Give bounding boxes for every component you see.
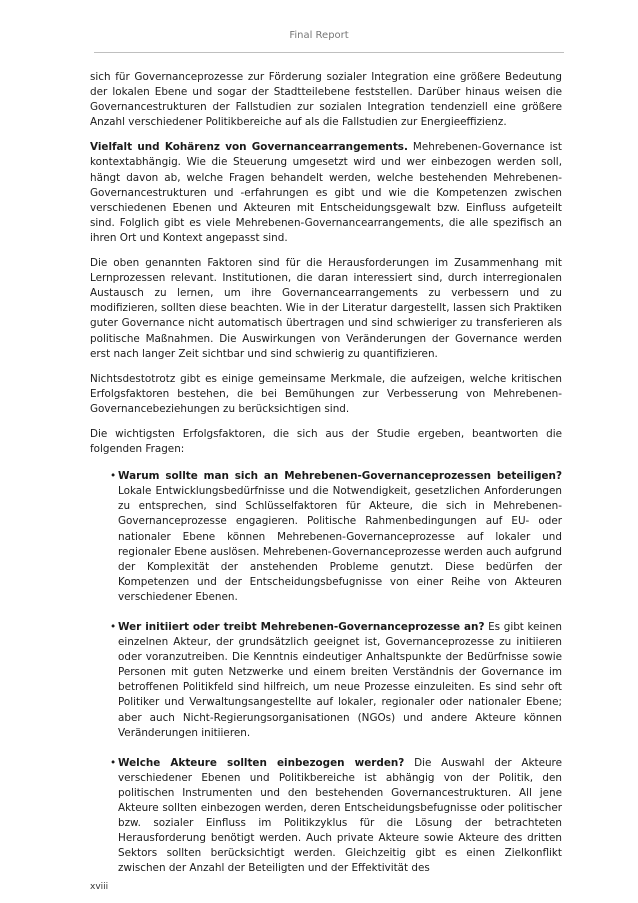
paragraph-text: sich für Governanceprozesse zur Förderung sozialer Integration eine größere Bedeutung der lokalen Ebene und sogar der Stadtteilebene feststellen. Darüber hinaus weisen die Governancestrukturen der Fallstudien zur sozialen Integration tendenziell eine größere Anzahl verschiedener Politikbereiche auf als die Fallstudien zur Energieeffizienz. xyxy=(90,71,562,129)
success-factor-list xyxy=(90,469,562,876)
paragraph-text: Mehrebenen-Governance ist kontextabhängig. Wie die Steuerung umgesetzt wird und wer einbezogen werden soll, hängt davon ab, welche Fragen behandelt werden, welche bestehenden Mehrebenen-Governancestrukturen und -erfahrungen es gibt und wie die Kompetenzen zwischen verschiedenen Ebenen und Akteuren mit Entscheidungsgewalt bzw. Einfluss aufgeteilt sind. Folglich gibt es viele Mehrebenen-Governancearrangements, die alle spezifisch an ihren Ort und Kontext angepasst sind. xyxy=(90,141,562,244)
running-header: Final Report xyxy=(289,30,349,41)
list-item xyxy=(90,756,562,877)
paragraph-text: Nichtsdestotrotz gibt es einige gemeinsame Merkmale, die aufzeigen, welche kritischen Erfolgsfaktoren bestehen, die bei Bemühungen zur Verbesserung von Mehrebenen-Governancebeziehungen zu berücksichtigen sind. xyxy=(90,372,562,415)
list-item xyxy=(90,469,562,605)
list-item-question: Welche Akteure sollten einbezogen werden? xyxy=(118,756,405,769)
bullet-marker: • xyxy=(110,756,117,769)
list-item xyxy=(90,620,562,741)
body-text xyxy=(90,70,562,892)
paragraph xyxy=(90,256,562,362)
list-item-question: Wer initiiert oder treibt Mehrebenen-Governanceprozesse an? xyxy=(118,621,485,633)
list-item-text: Lokale Entwicklungsbedürfnisse und die Notwendigkeit, gesetzlichen Anforderungen zu entsprechen, sind Schlüsselfaktoren für Akteure, die sich in Mehrebenen-Governanceprozesse engagieren. Politische Rahmenbedingungen auf EU- oder nationaler Ebene können Mehrebenen-Governanceprozesse auf lokaler und regionaler Ebene auslösen. Mehrebenen-Governanceprozesse werden auch aufgrund der Komplexität der anstehenden Probleme genutzt. Diese bedürfen der Kompetenzen und der Entscheidungsbefugnisse von einer Reihe von Akteuren verschiedener Ebenen. xyxy=(118,485,562,603)
paragraph-text: Die wichtigsten Erfolgsfaktoren, die sich aus der Studie ergeben, beantworten die folgenden Fragen: xyxy=(90,427,562,456)
paragraph-text: Die oben genannten Faktoren sind für die Herausforderungen im Zusammenhang mit Lernprozessen relevant. Institutionen, die daran interessiert sind, durch interregionalen Austausch zu lernen, um ihre Governancearrangements zu verbessern und zu modifizieren, sollten diese beachten. Wie in der Literatur dargestellt, lassen sich Praktiken guter Governance nicht automatisch übertragen und sind schwieriger zu transferieren als politische Maßnahmen. Die Auswirkungen von Veränderungen der Governance werden erst nach langer Zeit sichtbar und sind schwierig zu quantifizieren. xyxy=(90,257,562,360)
list-item-question: Warum sollte man sich an Mehrebenen-Governanceprozessen beteiligen? xyxy=(118,470,562,483)
page-number: xviii xyxy=(90,882,109,892)
list-item-text: Die Auswahl der Akteure verschiedener Ebenen und Politikbereiche ist abhängig von der Politik, den politischen Instrumenten und den bestehenden Governancestrukturen. All jene Akteure sollten einbezogen werden, deren Entscheidungsbefugnisse oder politischer bzw. sozialer Einfluss im Politikzyklus für die Lösung der betrachteten Herausforderung benötigt werden. Auch private Akteure sowie Akteure des dritten Sektors sollten berücksichtigt werden. Gleichzeitig gibt es einen Zielkonflikt zwischen der Anzahl der Beteiligten und der Effektivität des xyxy=(118,756,562,875)
paragraph xyxy=(90,140,562,246)
paragraph-lead: Vielfalt und Kohärenz von Governancearrangements. xyxy=(90,141,408,154)
paragraph xyxy=(90,372,562,417)
paragraph xyxy=(90,70,562,130)
bullet-marker: • xyxy=(110,621,117,633)
bullet-marker: • xyxy=(110,470,117,483)
list-item-text: Es gibt keinen einzelnen Akteur, der grundsätzlich geeignet ist, Governanceprozesse zu initiieren oder voranzutreiben. Die Kenntnis eindeutiger Anhaltspunkte der Bedürfnisse sowie Personen mit guten Netzwerke und einem breiten Verständnis der Governance im betroffenen Politikfeld sind hilfreich, um neue Prozesse einzuleiten. Es sind sehr oft Politiker und Verwaltungsangestellte auf lokaler, regionaler oder nationaler Ebene; aber auch Nicht-Regierungsorganisationen (NGOs) und andere Akteure können Veränderungen initiieren. xyxy=(118,621,563,739)
paragraph xyxy=(90,427,562,457)
header-rule xyxy=(94,52,564,53)
